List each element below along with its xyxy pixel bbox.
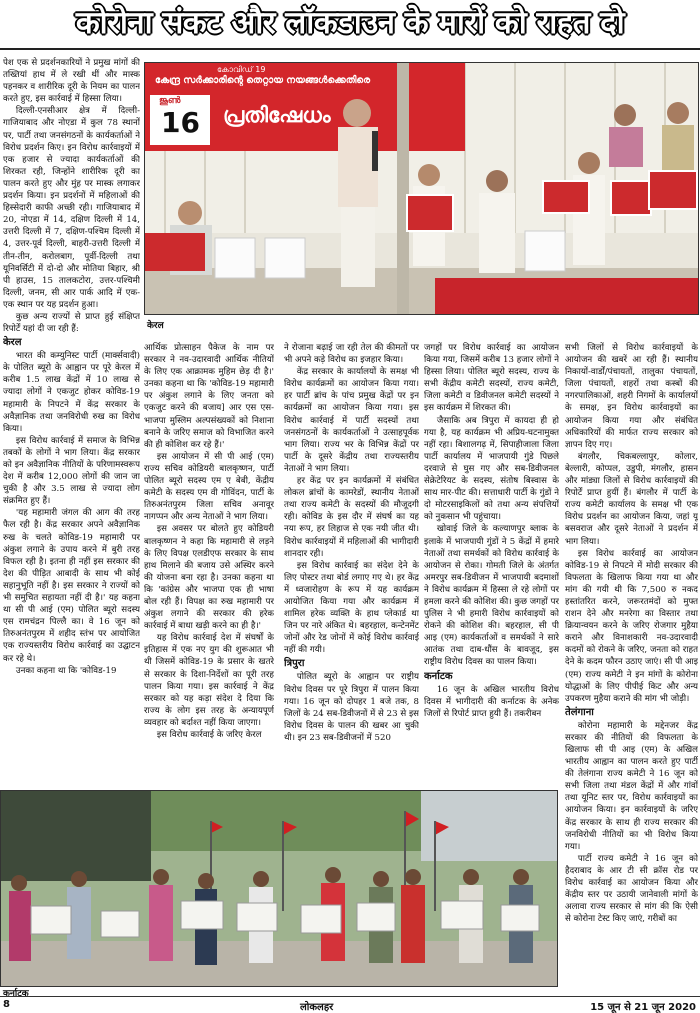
paragraph: भारत की कम्युनिस्ट पार्टी (मार्क्सवादी) के पोलित ब्यूरो के आह्वान पर पूरे केरल में करीब 1.5 लाख केंद्रों में 10 लाख से ज्यादा लोगों ने एकजुट होकर कोविड-19 महामारी के निपटने में केंद्र सरकार के अवैज्ञानिक तथा जनविरोधी रुख का विरोध किया। [3,351,140,434]
photo-caption-kerala: केरल [147,321,164,331]
paragraph: इस विरोध कार्रवाई का आयोजन कोविड-19 से निपटने में मोदी सरकार की विफलता के खिलाफ किया गया था और मांग की गयी थी कि 7,500 रु नकद हस्तांतरित करने, जरूरतमंदों को मुफ्त राशन देने और मनरेगा का विस्तार तथा क्रियान्वयन करने के जरिए रोजगार मुहैया कराने और विनाशकारी नव-उदारवादी कदमों को रोकने के जरिए, जनता को राहत देने के कदम फौरन उठाए जाएं। सी पी आइ (एम) राज्य कमेटी ने इन मांगों के कोरोना योद्धाओं के लिए पीपीई किट और अन्य उपकरण मुहैया कराने की मांग भी जोड़ी। [565,548,698,704]
banner-line-1: കേന്ദ്ര സർക്കാരിന്റെ തെറ്റായ നയങ്ങൾക്കെതിരെ [155,75,371,86]
paragraph: पोलित ब्यूरो के आह्वान पर राष्ट्रीय विरोध दिवस पर पूरे त्रिपुरा में पालन किया गया। 16 जून को दोपहर 1 बजे तक, 8 जिलों के 24 सब-डिवीजनों में से 23 से इस विरोध दिवस के पालन की खबर आ चुकी थी। इन 23 सब-डिवीजनों में 520 [284,672,419,743]
page-footer [0,996,700,1013]
banner-date-day: 16 [161,106,200,139]
paragraph: कोरोना महामारी के मद्देनजर केंद्र सरकार की नीतियों की विफलता के खिलाफ सी पी आइ (एम) के अखिल भारतीय आह्वान का पालन करते हुए पार्टी की तेलंगाना राज्य कमेटी ने 16 जून को सभी जिला तथा मंडल केंद्रों में और गांवों तथा यूनिट स्तर पर, विरोध कार्रवाइयों का आयोजन किया। इन कार्रवाइयों के जरिए केंद्र सरकार के साथ ही राज्य सरकार की जनविरोधी नीतियों का भी विरोध किया गया। [565,720,698,852]
paragraph: इस विरोध कार्रवाई का संदेश देने के लिए पोस्टर तथा बोर्ड लगाए गए थे। हर केंद्र में ध्वजारोहण के रूप में यह कार्यक्रम आयोजित किया गया और कार्यक्रम में शामिल हरेक व्यक्ति के हाथ प्लेकार्ड था जिन पर नारे अंकित थे। बहरहाल, कन्टेनमेंट जोनों और रेड जोनों में कोई विरोध कार्रवाई नहीं की गयी। [284,560,419,656]
paragraph: उनका कहना था कि 'कोविड-19 [15,665,117,676]
photo-caption-karnataka: कर्नाटक [3,989,29,999]
paragraph: जगहों पर विरोध कार्रवाई का आयोजन किया गया, जिसमें करीब 13 हजार लोगों ने हिस्सा लिया। पोलित ब्यूरो सदस्य, राज्य के सभी केंद्रीय कमेटी सदस्यों, राज्य कमेटी, जिला कमेटी व डिवीजनल कमेटी सदस्यों ने इस कार्यक्रम में शिरकत की। [424,343,559,414]
section-heading-tripura: त्रिपुरा [284,658,305,670]
paragraph: पार्टी राज्य कमेटी ने 16 जून को हैदराबाद के आर टी सी क्रॉस रोड पर विरोध कार्रवाई का आयोजन किया और केंद्रीय स्तर पर उठायी जानेवाली मांगों के अलावा राज्य सरकार से मांग की कि ऐसी से कोरोना टेस्ट किए जाएं, गरीबों का [565,853,698,925]
paragraph: 16 जून के अखिल भारतीय विरोध दिवस में भागीदारी की कर्नाटक के अनेक जिलों से रिपोर्ट प्राप्त हुयी हैं। तकरीबन [424,684,559,719]
paragraph: दिल्ली-एनसीआर क्षेत्र में दिल्ली-गाजियाबाद और नोएडा में कुल 78 स्थानों पर, पार्टी तथा जनसंगठनों के कार्यकर्ताओं ने विरोध प्रदर्शन किए। इन विरोध कार्रवाइयों में एक हजार से ज्यादा कार्यकर्ताओं की शिरकत रही, जिन्होंने शारीरिक दूरी का पालन करते हुए और मुंह पर मास्क लगाकर प्रदर्शन किया। इन प्रदर्शनों में महिलाओं की हिस्सेदारी काफी अच्छी रही। गाजियाबाद में 20, नोएडा में 14, दक्षिण दिल्ली में 14, उत्तरी दिल्ली में 7, दक्षिण-पश्चिम दिल्ली में 4, उत्तर-पूर्व दिल्ली, बाहरी-उत्तरी दिल्ली में तीन-तीन, करोलबाग, पूर्वी-दिल्ली तथा यूनिवर्सिटी में दो-दो और मोतिया बिहार, श्री पी हाउस, 15 तालकटोरा, उत्तर-पश्चिमी दिल्ली, जनम, सी आर पार्क आदि में एक-एक स्थान पर यह प्रदर्शन हुआ। [3,106,140,310]
photo-karnataka-illustration [1,791,557,986]
paragraph: यह विरोध कार्रवाई देश में संघर्षों के इतिहास में एक नए युग की शुरूआत भी थी जिसमें कोविड-19 के प्रसार के खतरे से सरकार के दिशा-निर्देशों का पूरी तरह पालन किया गया। इस कार्रवाई ने केंद्र सरकार को यह कड़ा संदेश दे दिया कि राज्य के लोग इस तरह के अन्यायपूर्ण व्यवहार को बर्दाश्त नहीं किया जाएगा। [144,633,274,728]
paragraph: खोवाई जिले के कल्याणपुर ब्लाक के इलाके में भाजपायी गुंडों ने 5 केंद्रों में हमारे नेताओं तथा समर्थकों को विरोध कार्रवाई के आयोजन से रोका। गोमती जिले के अंतर्गत अमरपुर सब-डिवीजन में भाजपायी बदमाशों ने विरोध कार्यक्रम में हिस्सा ले रहे लोगों पर हमला करने की कोशिश की। कुछ जगहों पर पुलिस ने भी हमारी विरोध कार्रवाइयों को रोकने की कोशिश की। बहरहाल, सी पी आइ (एम) कार्यकर्ताओं व समर्थकों ने सारे आतंक तथा दाब-धौंस के बावजूद, इस राष्ट्रीय विरोध दिवस का पालन किया। [424,524,559,668]
paragraph: कुछ अन्य राज्यों से प्राप्त हुई संक्षिप्त रिपोर्टें यहां दी जा रही हैं: [3,311,140,335]
paragraph: केंद्र सरकार के कार्यालयों के समक्ष भी विरोध कार्यक्रमों का आयोजन किया गया। हर पार्टी ब्रांच के पांच प्रमुख केंद्रों पर इन कार्यक्रमों का आयोजन किया गया। इस विरोध कार्रवाई में पार्टी सदस्यों तथा जनसंगठनों के कार्यकर्ताओं ने उत्साहपूर्वक भाग लिया। राज्य भर के विभिन्न केंद्रों पर पार्टी के दूसरे केंद्रीय तथा राज्यस्तरीय नेताओं ने भाग लिया। [284,367,419,474]
banner-line-2: പ്രതിഷേധം [223,103,331,127]
paragraph: इस आयोजन में सी पी आई (एम) राज्य सचिव कोडियरी बालकृष्णन, पार्टी पोलित ब्यूरो सदस्य एम ए बेबी, केंद्रीय कमेटी के सदस्य एम वी गोविंदन, पार्टी के तिरुअनंतपुरम जिला सचिव अनावूर नागप्पन और अन्य नेताओं ने भाग लिया। [144,451,274,523]
article-column-4 [424,342,559,787]
headline: कोरोना संकट और लॉकडाउन के मारों को राहत दो [75,5,625,41]
paragraph: आर्थिक प्रोत्साहन पैकेज के नाम पर सरकार ने नव-उदारवादी आर्थिक नीतियों के लिए एक आक्रामक मुहिम छेड़ दी है।' उनका कहना था कि 'कोविड-19 महामारी पर अंकुश लगाने के लिए जनता को एकजुट करने की बजाय] आर एस एस-भाजपा मुस्लिम अल्पसंख्यकों को निशाना बनाने के जरिए समाज को विभाजित करने की ही कोशिश कर रहे हैं।' [144,343,274,450]
article-column-1 [3,57,140,787]
paragraph: हर केंद्र पर इन कार्यक्रमों में संबंधित लोकल ब्रांचों के कामरेडों, स्थानीय नेताओं तथा राज्य कमेटी के सदस्यों की मौजूदगी रही। कोविड के इस दौर में संघर्ष का यह नया रूप, हर लिहाज से एक नयी जीत थी। विरोध कार्रवाइयों में महिलाओं की भागीदारी शानदार रही। [284,476,419,559]
paragraph: बंगलौर, चिकबल्लापुर, कोलार, बेल्लारी, कोप्पल, उडुपी, मंगलौर, हासन और मांड्या जिलों से विरोध कार्रवाइयों की रिपोर्टें प्राप्त हुयीं हैं। बंगलौर में पार्टी के राज्य कमेटी कार्यालय के समक्ष भी एक विरोध प्रदर्शन का आयोजन किया, जहां यू बसवराज और दूसरे नेताओं ने प्रदर्शन में भाग लिया। [565,451,698,547]
article-column-5 [565,342,698,1007]
paragraph: पेश एक से प्रदर्शनकारियों ने प्रमुख मांगों की तख्तियां हाथ में ले रखी थीं और मास्क पहनकर व शारीरिक दूरी के नियम का पालन करते हुए, इस कार्रवाई में हिस्सा लिया। [3,58,140,105]
paragraph: जैसाकि अब त्रिपुरा में कायदा ही हो गया है, यह कार्यक्रम भी अप्रिय-घटनामुक्त नहीं रहा। बिशालगढ़ में, सिपाहीजाला जिला पार्टी कार्यालय में भाजपायी गुंडे पिछले दरवाजे से घुस गए और सब-डिवीजनल सेक्रेटेरियट के सदस्य, संतोष बिस्वास के साथ मार-पीट की। सत्ताधारी पार्टी के गुंडों ने दो मोटरसाइकिलों को तथा अन्य संपत्तियों को नुकसान भी पहुंचाया। [424,415,559,523]
article-column-2 [144,342,274,787]
photo-kerala-protest [144,62,699,315]
paragraph: इस अवसर पर बोलते हुए कोडियरी बालकृष्णन ने कहा कि महामारी से लड़ने के लिए विपक्ष एलडीएफ सरकार के साथ हाथ मिलाने की बजाय उसे अस्थिर करने की योजना बना रहा है। उनका कहना था कि 'कांग्रेस और भाजपा एक ही भाषा बोल रही हैं। विपक्ष का रुख महामारी पर अंकुश लगाने की सरकार की हरेक कार्रवाई में बाधा खड़ी करने का ही है।' [144,524,274,632]
publication-name: लोकलहर [300,1002,334,1013]
issue-date: 15 जून से 21 जून 2020 [590,1002,696,1013]
headline-bar [0,0,700,48]
section-heading-telangana: तेलंगाना [565,706,594,718]
headline-rule [0,48,700,50]
paragraph: इस विरोध कार्रवाई के जरिए केरल [156,730,262,740]
page-number: 8 [3,999,10,1010]
paragraph: 'यह महामारी जंगल की आग की तरह फैल रही है। केंद्र सरकार अपने अवैज्ञानिक रुख के चलते कोविड-19 महामारी पर अंकुश लगाने के उपाय करने में बुरी तरह विफल रही है। इतना ही नहीं इस सरकार की देश की पीड़ित आबादी के साथ भी कोई सहानुभूति नहीं है। इस सरकार ने राज्यों को भी समुचित सहायता नहीं दी है।' यह कहना था सी पी आई (एम) पोलित ब्यूरो सदस्य एस रामचंद्रन पिल्लै का। वे 16 जून को तिरुअनंतपुरम में शहीद स्तंभ पर आयोजित एक राज्यस्तरीय विरोध कार्रवाई का उद्घाटन कर रहे थे। [3,508,140,664]
section-heading-kerala: केरल [3,337,22,349]
photo-kerala-illustration [145,63,698,314]
paragraph: इस विरोध कार्रवाई में समाज के विभिन्न तबकों के लोगों ने भाग लिया। केंद्र सरकार को इन अवैज्ञानिक नीतियों के परिणामस्वरूप देश में करीब 12,000 लोगों की जान जा चुकी है और 3.5 लाख से ज्यादा लोग संक्रमित हुए हैं। [3,435,140,507]
paragraph: ने रोजाना बढ़ाई जा रही तेल की कीमतों पर भी अपने कड़े विरोध का इजहार किया। [284,343,419,366]
paragraph: सभी जिलों से विरोध कार्रवाइयों के आयोजन की खबरें आ रही हैं। स्थानीय निकायों-वार्डों/पंचायतों, तालुका पंचायतों, जिला पंचायतों, शहरों तथा कस्बों की नगरपालिकाओं, शहरी निगमों के कार्यालयों के समक्ष, इन विरोध कार्रवाइयों का आयोजन किया गया और संबंधित अधिकारियों की मार्फत राज्य सरकार को ज्ञापन दिए गए। [565,343,698,450]
article-column-3 [284,342,419,787]
section-heading-karnataka: कर्नाटक [424,670,453,682]
photo-karnataka-protest [0,790,558,987]
banner-date-month: ജൂൺ [159,96,181,106]
banner-tag: കോവിഡ് 19 [217,65,266,74]
